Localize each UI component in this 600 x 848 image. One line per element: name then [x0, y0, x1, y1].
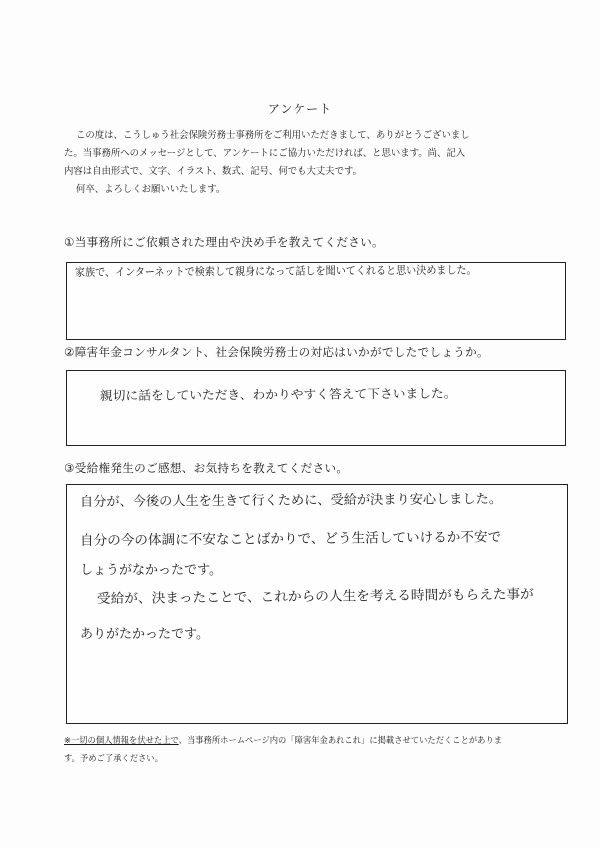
- answer-box-2[interactable]: [66, 370, 566, 446]
- intro-text: [64, 127, 544, 199]
- answer-3-line-5: ありがたかったです。: [80, 627, 209, 642]
- answer-box-1[interactable]: [66, 262, 566, 340]
- intro-line-3: 内容は自由形式で、文字、イラスト、数式、記号、何でも大丈夫です。: [64, 166, 362, 177]
- answer-3-line-3: しょうがなかったです。: [80, 563, 222, 578]
- answer-2-line-1: 親切に話をしていただき、わかりやすく答えて下さいました。: [99, 385, 457, 403]
- intro-line-4: 何卒、よろしくお願いいたします。: [76, 184, 226, 195]
- answer-1-line-1: 家族で、インターネットで検索して親身になって話しを聞いてくれると思い決めました。: [74, 263, 477, 279]
- answer-3-line-4: 受給が、決まったことで、これからの人生を考える時間がもらえた事が: [96, 587, 534, 607]
- answer-3-line-2: 自分の今の体調に不安なことばかりで、どう生活していけるか不安で: [79, 529, 502, 549]
- question-1-label: ①当事務所にご依頼された理由や決め手を教えてください。: [64, 235, 384, 249]
- intro-line-1: この度は、こうしゅう社会保険労務士事務所をご利用いただきまして、ありがとうございまし: [76, 130, 470, 141]
- footnote-line-2: す。予めご了承ください。: [64, 753, 163, 763]
- footnote: [64, 731, 554, 767]
- answer-3-line-1: 自分が、今後の人生を生きて行くために、受給が決まり安心しました。: [79, 492, 503, 510]
- footnote-underlined: ※一切の個人情報を伏せた上で: [64, 735, 179, 745]
- question-3-label: ③受給権発生のご感想、お気持ちを教えてください。: [64, 461, 349, 475]
- footnote-line-1: [64, 731, 554, 749]
- footnote-rest: 、当事務所ホームページ内の「障害年金あれこれ」に掲載させていただくことがありま: [178, 735, 503, 745]
- intro-line-2: た。当事務所へのメッセージとして、アンケートにご協力いただければ、と思います。尚、記入: [64, 148, 466, 159]
- answer-box-3[interactable]: [66, 484, 568, 724]
- page-title: アンケート: [267, 102, 333, 116]
- question-2-label: ②障害年金コンサルタント、社会保険労務士の対応はいかがでしたでしょうか。: [64, 345, 489, 359]
